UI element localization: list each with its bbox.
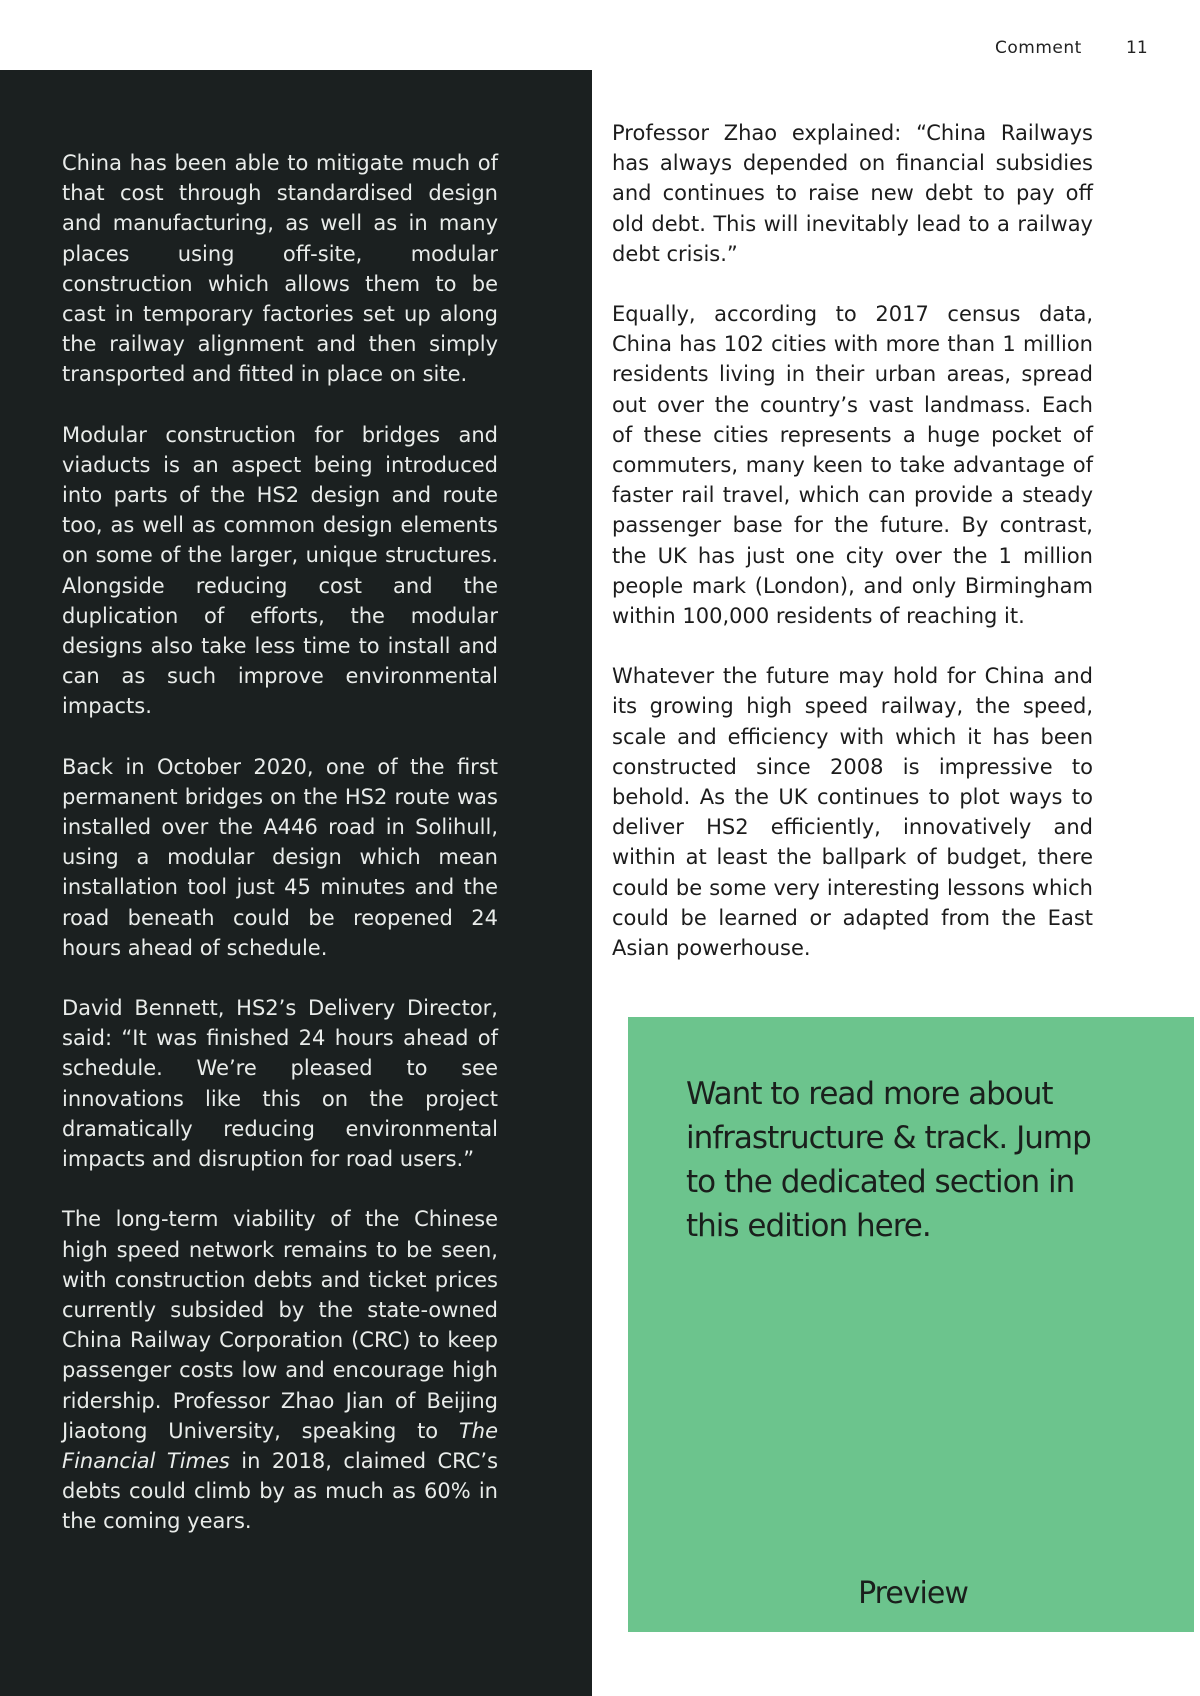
- page-header: [0, 36, 1200, 66]
- promo-box[interactable]: [628, 1017, 1194, 1632]
- article-paragraph: [62, 1204, 498, 1536]
- promo-text: Want to read more about infrastructure & track. Jump to the dedicated section in this edition here.: [686, 1076, 1091, 1244]
- page-number: 11: [1126, 38, 1148, 58]
- article-paragraph: Back in October 2020, one of the first permanent bridges on the HS2 route was installed over the A446 road in Solihull, using a modular design which mean installation tool just 45 minutes and the road beneath could be reopened 24 hours ahead of schedule.: [62, 754, 498, 960]
- paragraph-text: The long-term viability of the Chinese high speed network remains to be seen, with construction debts and ticket prices currently subsided by the state-owned China Railway Corporation (CRC) to keep passenger costs low and encourage high ridership. Professor Zhao Jian of Beijing Jiaotong University, speaking to: [62, 1207, 498, 1443]
- article-paragraph: David Bennett, HS2’s Delivery Director, said: “It was finished 24 hours ahead of schedule. We’re pleased to see innovations like this on the project dramatically reducing environmental impacts and disruption for road users.”: [62, 996, 498, 1172]
- paragraph-text: in 2018, claimed CRC’s debts could climb by as much as 60% in the coming years.: [62, 1448, 499, 1534]
- article-paragraph: Professor Zhao explained: “China Railways has always depended on financial subsidies and continues to raise new debt to pay off old debt. This will inevitably lead to a railway debt crisis.”: [612, 121, 1093, 266]
- preview-button[interactable]: Preview: [838, 1572, 988, 1614]
- article-paragraph: China has been able to mitigate much of that cost through standardised design and manufacturing, as well as in many places using off-site, modular construction which allows them to be cast in temporary factories set up along the railway alignment and then simply transported and fitted in place on site.: [62, 151, 498, 387]
- publication-title: The Financial Times: [62, 1418, 498, 1473]
- right-article-column: [612, 118, 1093, 993]
- left-dark-panel: [0, 70, 592, 1696]
- article-paragraph: Whatever the future may hold for China and its growing high speed railway, the speed, scale and efficiency with which it has been constructed since 2008 is impressive to behold. As the UK continues to plot ways to deliver HS2 efficiently, innovatively and within at least the ballpark of budget, there could be some very interesting lessons which could be learned or adapted from the East Asian powerhouse.: [612, 664, 1093, 961]
- left-article-column: [62, 148, 498, 1567]
- article-paragraph: Modular construction for bridges and viaducts is an aspect being introduced into parts of the HS2 design and route too, as well as common design elements on some of the larger, unique structures. Alongside reducing cost and the duplication of efforts, the modular designs also take less time to install and can as such improve environmental impacts.: [62, 422, 498, 719]
- article-paragraph: Equally, according to 2017 census data, China has 102 cities with more than 1 million residents living in their urban areas, spread out over the country’s vast landmass. Each of these cities represents a huge pocket of commuters, many keen to take advantage of faster rail travel, which can provide a steady passenger base for the future. By contrast, the UK has just one city over the 1 million people mark (London), and only Birmingham within 100,000 residents of reaching it.: [612, 302, 1093, 629]
- section-label: Comment: [995, 38, 1082, 58]
